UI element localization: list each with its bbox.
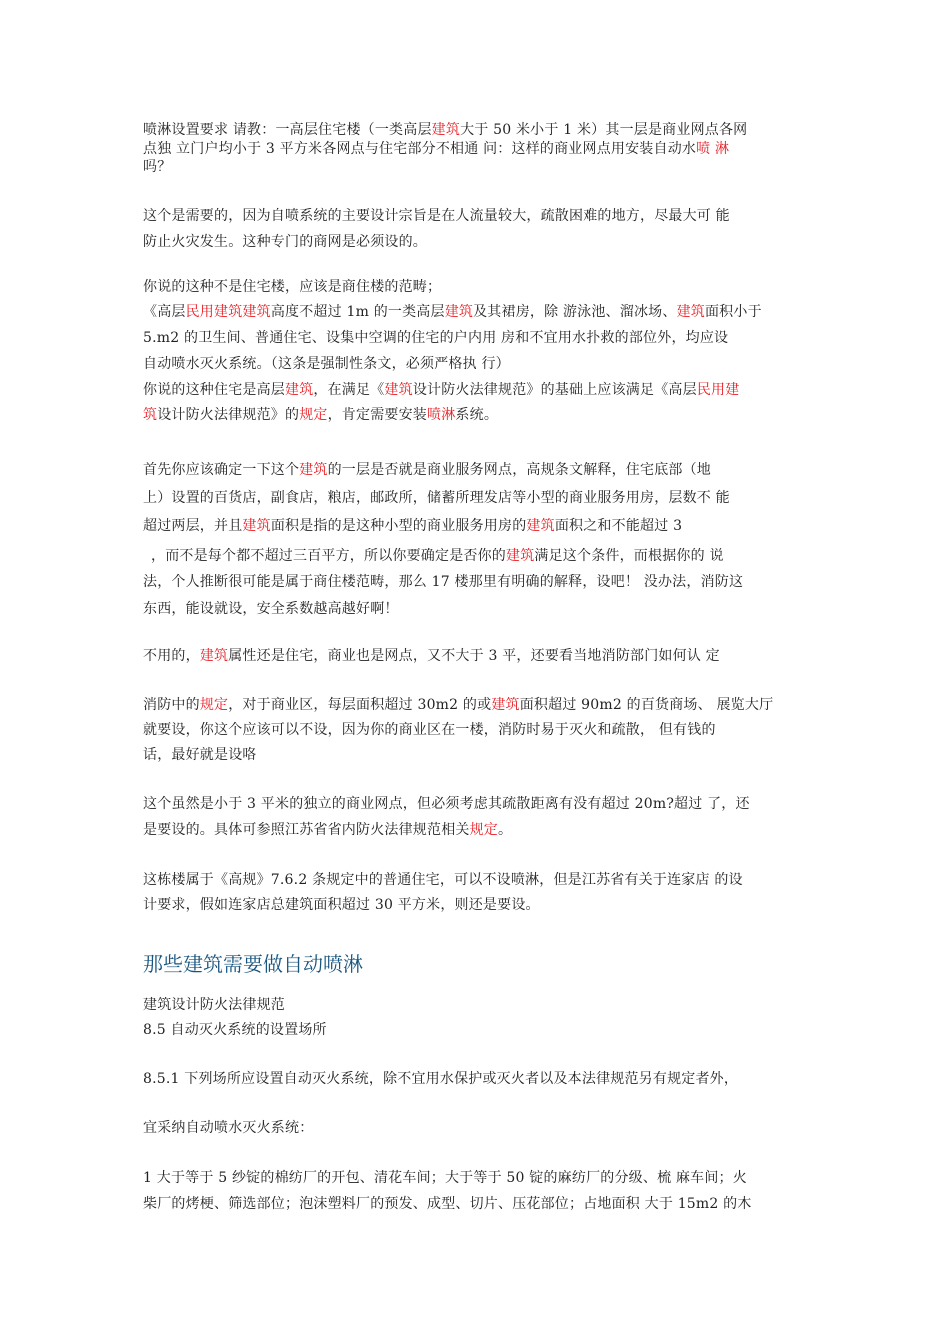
text-run: 面积之和不能超过 3 [554, 518, 683, 534]
text-run: 8.5.1 下列场所应设置自动灭火系统，除不宜用水保护或灭火者以及本法律规范另有规定者外， [143, 1071, 739, 1087]
text-line [143, 1119, 313, 1137]
text-run: 消防中的 [143, 697, 200, 713]
text-line [143, 406, 498, 424]
text-line [143, 158, 171, 176]
text-run: 这栋楼属于《高规》7.6.2 条规定中的普通住宅，可以不设喷淋，但是江苏省有关于连家店 的设 [143, 872, 743, 888]
highlight-term: 建筑 [526, 518, 555, 534]
text-run: 话，最好就是设咯 [143, 747, 257, 763]
text-line [143, 871, 743, 889]
text-line [151, 547, 724, 565]
text-run: 上）设置的百货店，副食店，粮店，邮政所，储蓄所理发店等小型的商业服务用房，层数不 能 [143, 490, 730, 506]
highlight-term: 民用建 [696, 382, 740, 398]
text-run: 面积小于 [704, 304, 762, 320]
highlight-term: 建筑 [242, 518, 271, 534]
highlight-term: 建筑 [491, 697, 520, 713]
text-run: 点独 立门户均小于 3 平方米各网点与住宅部分不相通 问：这样的商业网点用安装自动水 [143, 141, 697, 157]
text-line [143, 896, 540, 914]
highlight-term: 建筑 [199, 648, 229, 664]
text-run: 东西，能设就设，安全系数越高越好啊！ [143, 601, 399, 617]
text-run: ，而不是每个都不超过三百平方，所以你要确定是否你的 [151, 548, 506, 564]
text-run: 你说的这种住宅是高层 [143, 382, 285, 398]
text-run: 不用的， [143, 648, 200, 664]
text-run: 。 [498, 822, 513, 838]
text-line [143, 1021, 327, 1039]
text-run: 吗？ [143, 159, 172, 175]
text-run: 超过两层，并且 [143, 518, 243, 534]
text-run: 防止火灾发生。这种专门的商网是必须设的。 [143, 234, 427, 250]
text-run: 1 大于等于 5 纱锭的棉纺厂的开包、清花车间；大于等于 50 锭的麻纺厂的分级、梳 麻车间；火 [143, 1170, 747, 1186]
text-run: 喷淋设置要求 请教：一高层住宅楼（一类高层 [143, 122, 432, 138]
highlight-term: 规定 [199, 697, 229, 713]
text-run: ，在满足《 [313, 382, 385, 398]
text-line [143, 278, 441, 296]
text-line [143, 746, 257, 764]
text-run: 系统。 [455, 407, 499, 423]
text-run: 面积是指的是这种小型的商业服务用房的 [270, 518, 527, 534]
highlight-term: 民用建筑建筑 [185, 304, 271, 320]
text-line [143, 1195, 752, 1213]
text-run: 设计防火法律规范》的基础上应该满足《高层 [412, 382, 697, 398]
text-line [143, 355, 510, 373]
text-run: 这个虽然是小于 3 平米的独立的商业网点，但必须考虑其疏散距离有没有超过 20m?超过 了，还 [143, 796, 750, 812]
text-run: 的一层是否就是商业服务网点，高规条文解释，住宅底部（地 [327, 462, 712, 478]
text-run: 建筑设计防火法律规范 [143, 997, 285, 1013]
text-run: 柴厂的烤梗、筛选部位；泡沫塑料厂的预发、成型、切片、压花部位；占地面积 大于 15m2 的木 [143, 1196, 752, 1212]
text-run: 8.5 自动灭火系统的设置场所 [143, 1022, 327, 1038]
text-run: 自动喷水灭火系统。（这条是强制性条文，必须严格执 行） [143, 356, 510, 372]
text-run: 首先你应该确定一下这个 [143, 462, 300, 478]
text-run: 高度不超过 1m 的一类高层 [270, 304, 445, 320]
text-run: ，对于商业区，每层面积超过 30m2 的或 [228, 697, 492, 713]
text-run: 计要求，假如连家店总建筑面积超过 30 平方米，则还是要设。 [143, 897, 540, 913]
text-run: 宜采纳自动喷水灭火系统： [143, 1120, 314, 1136]
text-line [143, 647, 720, 665]
highlight-term: 规定 [299, 407, 328, 423]
highlight-term: 喷淋 [427, 407, 456, 423]
text-run: 这个是需要的，因为自喷系统的主要设计宗旨是在人流量较大，疏散困难的地方，尽最大可 能 [143, 208, 730, 224]
text-line [143, 489, 730, 507]
text-line [143, 461, 711, 479]
text-run: 属性还是住宅，商业也是网点，又不大于 3 平，还要看当地消防部门如何认 定 [228, 648, 720, 664]
highlight-term: 建筑 [676, 304, 705, 320]
text-run: 5.m2 的卫生间、普通住宅、设集中空调的住宅的户内用 房和不宜用水扑救的部位外，均应设 [143, 330, 729, 346]
text-run: 大于 50 米小于 1 米）其一层是商业网点各网 [460, 122, 748, 138]
text-line [143, 207, 730, 225]
text-line [143, 795, 750, 813]
text-line [143, 1070, 738, 1088]
text-line [143, 121, 747, 139]
text-run: 设计防火法律规范》的 [157, 407, 300, 423]
highlight-term: 喷 淋 [696, 141, 730, 157]
highlight-term: 建筑 [444, 304, 474, 320]
highlight-term: 建筑 [384, 382, 413, 398]
text-run: 你说的这种不是住宅楼，应该是商住楼的范畴； [143, 279, 442, 295]
text-line [143, 600, 399, 618]
highlight-term: 筑 [143, 407, 158, 423]
section-heading: 那些建筑需要做自动喷淋 [143, 952, 363, 976]
text-line [143, 233, 427, 251]
text-line [143, 381, 739, 399]
text-line [143, 329, 728, 347]
text-line [143, 140, 729, 158]
highlight-term: 建筑 [285, 382, 314, 398]
text-run: 满足这个条件，而根据你的 说 [534, 548, 724, 564]
text-run: 《高层 [143, 304, 186, 320]
text-line [143, 1169, 747, 1187]
highlight-term: 规定 [469, 822, 499, 838]
text-line [143, 573, 743, 591]
text-line [143, 696, 773, 714]
text-line [143, 303, 762, 321]
text-run: 就要设，你这个应该可以不设，因为你的商业区在一楼，消防时易于灭火和疏散， 但有钱的 [143, 722, 716, 738]
highlight-term: 建筑 [506, 548, 535, 564]
text-run: 是要设的。具体可参照江苏省省内防火法律规范相关 [143, 822, 470, 838]
text-run: 面积超过 90m2 的百货商场、 展览大厅 [519, 697, 774, 713]
text-run: 法，个人推断很可能是属于商住楼范畴，那么 17 楼那里有明确的解释，设吧！ 没办法，消防这 [143, 574, 744, 590]
text-line [143, 517, 682, 535]
text-line [143, 996, 285, 1014]
text-run: 及其裙房，除 游泳池、溜冰场、 [473, 304, 677, 320]
text-run: ，肯定需要安装 [327, 407, 428, 423]
text-line [143, 721, 716, 739]
highlight-term: 建筑 [431, 122, 461, 138]
highlight-term: 建筑 [299, 462, 328, 478]
text-line [143, 821, 512, 839]
